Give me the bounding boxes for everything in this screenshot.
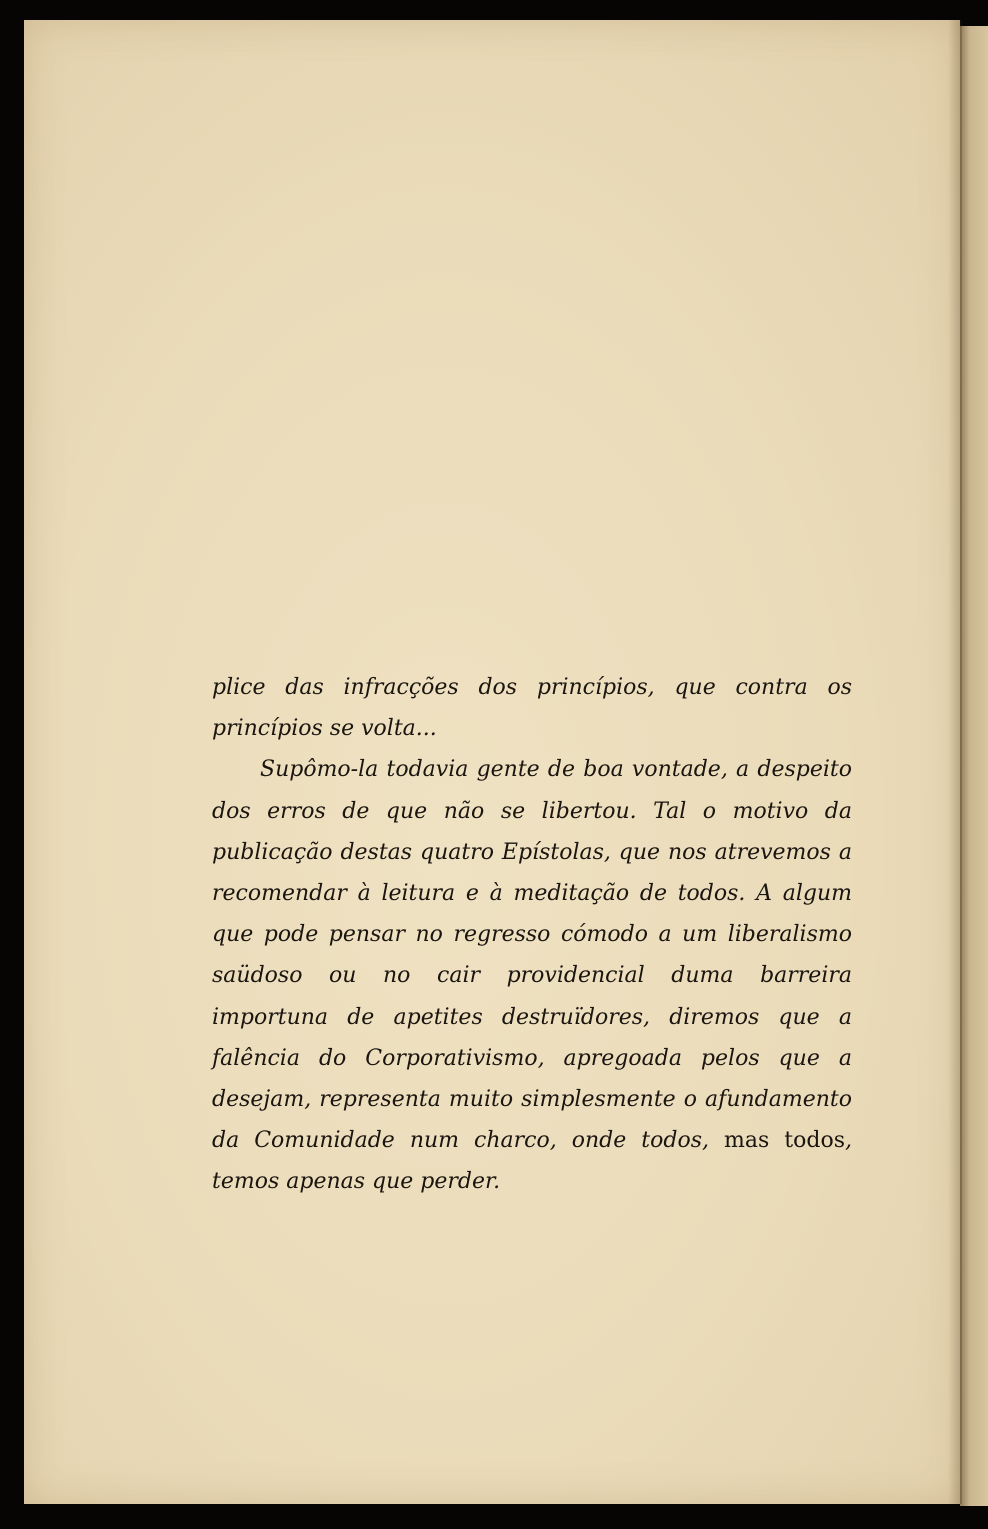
book-page — [24, 20, 960, 1504]
body-text — [212, 667, 852, 1203]
paragraph-2-text-b: , temos apenas que perder. — [212, 1128, 853, 1195]
paragraph-2 — [212, 749, 852, 1202]
paragraph-1 — [212, 667, 852, 749]
gutter-shadow — [948, 20, 962, 1504]
paragraph-2-text-emphasis: mas todos — [724, 1128, 846, 1154]
paragraph-1-text: plice das infracções dos princípios, que contra os princípios se volta... — [212, 675, 852, 742]
paragraph-2-text-a: Supômo-la todavia gente de boa vontade, a despeito dos erros de que não se libertou. Tal o motivo da publicação destas quatro Epístolas, que nos atrevemos a recomendar à leitura e à meditação de todos. A algum que pode pensar no regresso cómodo a um liberalismo saüdoso ou no cair providencial duma barreira importuna de apetites destruïdores, diremos que a falência do Corporativismo, apregoada pelos que a desejam, representa muito simplesmente o afundamento da Comunidade num charco, onde todos, — [212, 757, 852, 1154]
adjacent-page-edge — [960, 26, 988, 1506]
